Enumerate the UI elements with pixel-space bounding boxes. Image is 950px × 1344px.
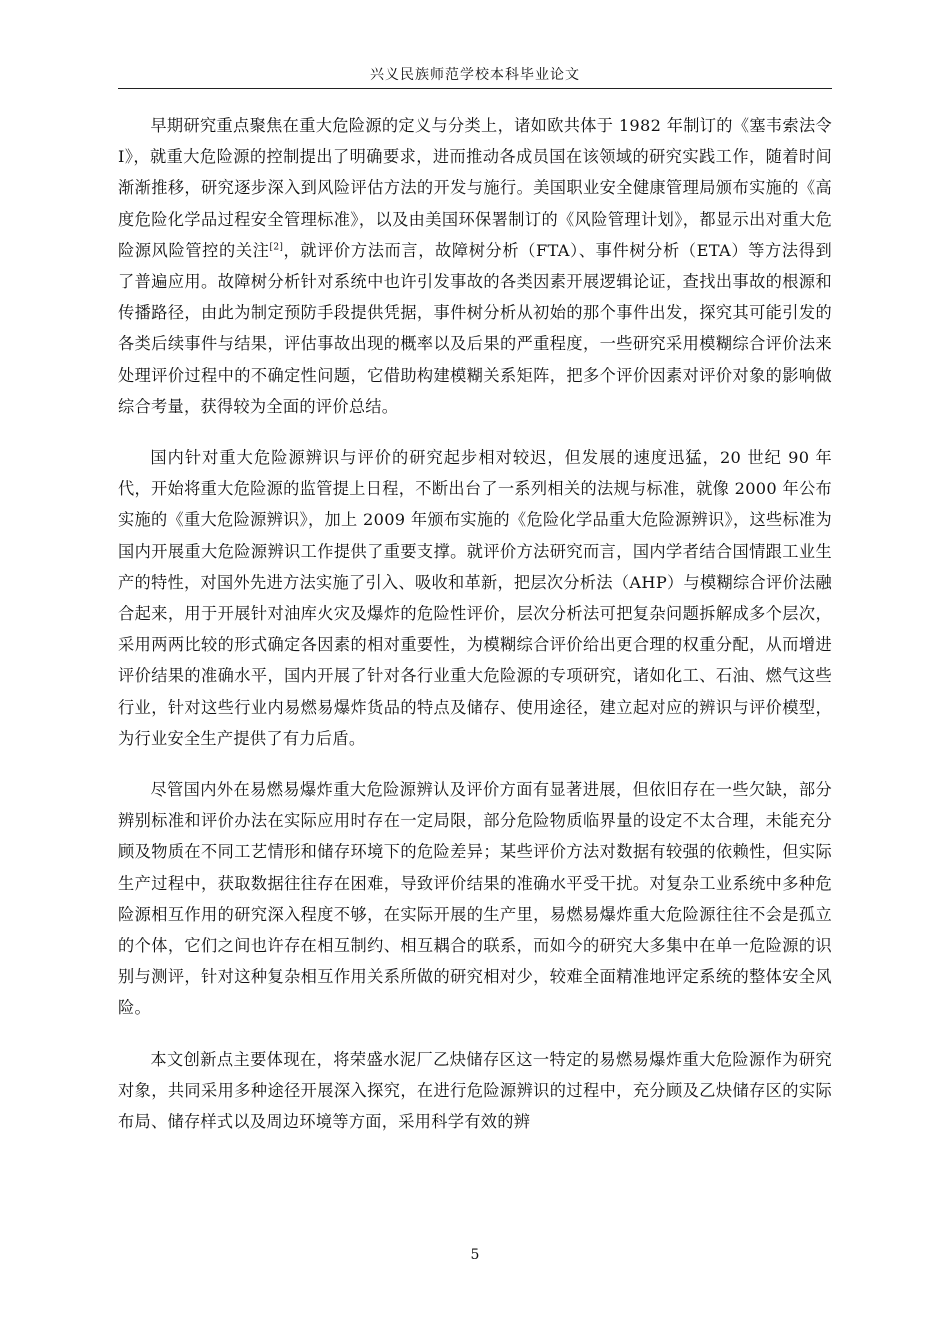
paragraph-innovation: 本文创新点主要体现在，将荣盛水泥厂乙炔储存区这一特定的易燃易爆炸重大危险源作为研究对象，共同采用多种途径开展深入探究，在进行危险源辨识的过程中，充分顾及乙炔储存区的实际布局、储存样式以及周边环境等方面，采用科学有效的辨 xyxy=(118,1049,832,1132)
page-number: 5 xyxy=(470,1247,480,1263)
paragraph-research-gaps: 尽管国内外在易燃易爆炸重大危险源辨认及评价方面有显著进展，但依旧存在一些欠缺，部分辨别标准和评价办法在实际应用时存在一定局限，部分危险物质临界量的设定不太合理，未能充分顾及物质在不同工艺情形和储存环境下的危险差异；某些评价方法对数据有较强的依赖性，但实际生产过程中，获取数据往往存在困难，导致评价结果的准确水平受干扰。对复杂工业系统中多种危险源相互作用的研究深入程度不够，在实际开展的生产里，易燃易爆炸重大危险源往往不会是孤立的个体，它们之间也许存在相互制约、相互耦合的联系，而如今的研究大多集中在单一危险源的识别与测评，针对这种复杂相互作用关系所做的研究相对少，较难全面精准地评定系统的整体安全风险。 xyxy=(118,780,832,1018)
paragraph-text-after-citation: ，就评价方法而言，故障树分析（FTA）、事件树分析（ETA）等方法得到了普遍应用。故障树分析针对系统中也许引发事故的各类因素开展逻辑论证，查找出事故的根源和传播路径，由此为制定预防手段提供凭据，事件树分析从初始的那个事件出发，探究其可能引发的各类后续事件与结果，评估事故出现的概率以及后果的严重程度，一些研究采用模糊综合评价法来处理评价过程中的不确定性问题，它借助构建模糊关系矩阵，把多个评价因素对评价对象的影响做综合考量，获得较为全面的评价总结。 xyxy=(118,240,832,416)
page-header: 兴义民族师范学校本科毕业论文 xyxy=(118,62,832,89)
body-text xyxy=(118,110,832,1137)
paragraph-text-before-citation: 早期研究重点聚焦在重大危险源的定义与分类上，诸如欧共体于 1982 年制订的《塞韦索法令 I》，就重大危险源的控制提出了明确要求，进而推动各成员国在该领域的研究实践工作，随着时间渐渐推移，研究逐步深入到风险评估方法的开发与施行。美国职业安全健康管理局颁布实施的《高度危险化学品过程安全管理标准》，以及由美国环保署制订的《风险管理计划》，都显示出对重大危险源风险管控的关注 xyxy=(118,116,832,260)
citation-reference: [2] xyxy=(269,242,284,253)
paragraph-domestic-research: 国内针对重大危险源辨识与评价的研究起步相对较迟，但发展的速度迅猛，20 世纪 90 年代，开始将重大危险源的监管提上日程，不断出台了一系列相关的法规与标准，就像 2000 年公布实施的《重大危险源辨识》，加上 2009 年颁布实施的《危险化学品重大危险源辨识》，这些标准为国内开展重大危险源辨识工作提供了重要支撑。就评价方法研究而言，国内学者结合国情跟工业生产的特性，对国外先进方法实施了引入、吸收和革新，把层次分析法（AHP）与模糊综合评价法融合起来，用于开展针对油库火灾及爆炸的危险性评价，层次分析法可把复杂问题拆解成多个层次，采用两两比较的形式确定各因素的相对重要性，为模糊综合评价给出更合理的权重分配，从而增进评价结果的准确水平，国内开展了针对各行业重大危险源的专项研究，诸如化工、石油、燃气这些行业，针对这些行业内易燃易爆炸货品的特点及储存、使用途径，建立起对应的辨识与评价模型，为行业安全生产提供了有力后盾。 xyxy=(118,448,832,748)
paragraph-foreign-research xyxy=(118,110,832,422)
